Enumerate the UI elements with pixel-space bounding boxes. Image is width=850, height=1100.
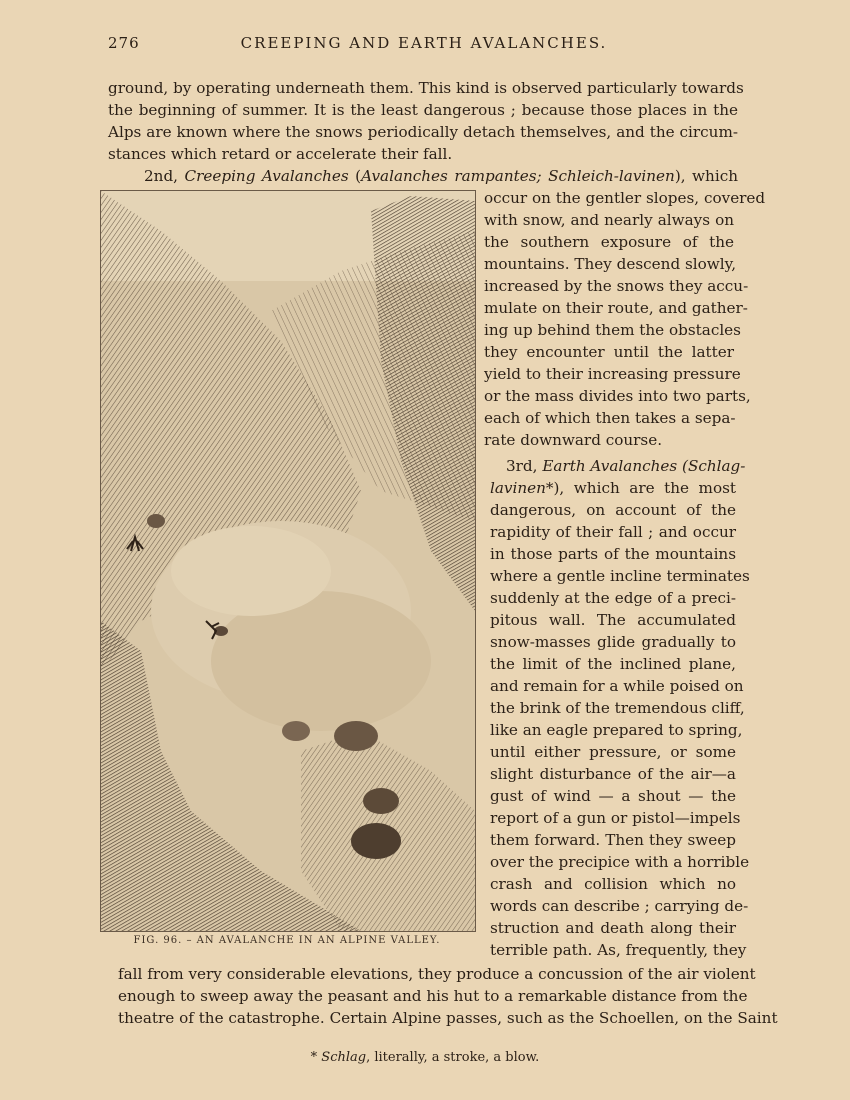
earth-line: gust of wind — a shout — the (490, 787, 736, 805)
earth-heading-line2 (490, 477, 736, 499)
earth-line: struction and death along their (490, 919, 736, 937)
earth-line: where a gentle incline terminates (490, 567, 750, 585)
earth-line: the brink of the tremendous cliff, (490, 699, 745, 717)
footnote-term: Schlag (321, 1050, 367, 1065)
figure-caption: FIG. 96. – AN AVALANCHE IN AN ALPINE VALLEY. (133, 935, 441, 946)
creeping-line: with snow, and nearly always on (484, 211, 734, 229)
intro-line: Alps are known where the snows periodically detach themselves, and the circum- (108, 123, 738, 141)
earth-line: terrible path. As, frequently, they (490, 941, 747, 959)
closing-line: enough to sweep away the peasant and his hut to a remarkable distance from the (118, 987, 748, 1005)
earth-line: dangerous, on account of the (490, 501, 736, 519)
creeping-line: ing up behind them the obstacles (484, 321, 741, 339)
creeping-term: Creeping Avalanches (184, 167, 349, 185)
earth-line: over the precipice with a horrible (490, 853, 750, 871)
earth-line: suddenly at the edge of a preci- (490, 589, 736, 607)
creeping-line: mulate on their route, and gather- (484, 299, 748, 317)
earth-rest: ), which are the most (553, 479, 736, 497)
creeping-line: the southern exposure of the (484, 233, 734, 251)
earth-term: Earth Avalanches (542, 457, 678, 475)
avalanche-engraving-illustration (101, 191, 475, 931)
creeping-line: yield to their increasing pressure (484, 365, 741, 383)
intro-line: stances which retard or accelerate their fall. (108, 145, 453, 163)
creeping-alt-names: Avalanches rampantes; Schleich-lavinen (361, 167, 675, 185)
earth-line: and remain for a while poised on (490, 677, 744, 695)
earth-line: until either pressure, or some (490, 743, 736, 761)
creeping-line: mountains. They descend slowly, (484, 255, 737, 273)
creeping-line: they encounter until the latter (484, 343, 734, 361)
earth-prefix: 3rd, (506, 457, 543, 475)
creeping-line: rate downward course. (484, 431, 663, 449)
earth-line: crash and collision which no (490, 875, 736, 893)
creeping-line: or the mass divides into two parts, (484, 387, 751, 405)
earth-line: snow-masses glide gradually to (490, 633, 736, 651)
earth-line: pitous wall. The accumulated (490, 611, 736, 629)
avalanche-engraving (100, 190, 476, 932)
running-head: CREEPING AND EARTH AVALANCHES. (240, 34, 608, 52)
creeping-close: ), which (674, 167, 738, 185)
footnote (0, 1050, 850, 1065)
earth-line: like an eagle prepared to spring, (490, 721, 743, 739)
creeping-heading (144, 165, 738, 187)
page-number: 276 (108, 34, 140, 52)
earth-line: slight disturbance of the air—a (490, 765, 736, 783)
creeping-line: increased by the snows they accu- (484, 277, 749, 295)
closing-line: theatre of the catastrophe. Certain Alpine passes, such as the Schoellen, on the Saint (118, 1009, 778, 1027)
page-header (108, 34, 740, 60)
earth-alt-start: (Schlag- (682, 457, 746, 475)
earth-alt-end: lavinen* (490, 479, 554, 497)
closing-line: fall from very considerable elevations, they produce a concussion of the air violent (118, 965, 756, 983)
creeping-line: occur on the gentler slopes, covered (484, 189, 766, 207)
intro-line: the beginning of summer. It is the least dangerous ; because those places in the (108, 101, 738, 119)
earth-line: the limit of the inclined plane, (490, 655, 736, 673)
earth-line: report of a gun or pistol—impels (490, 809, 741, 827)
earth-line: them forward. Then they sweep (490, 831, 736, 849)
earth-line: rapidity of their fall ; and occur (490, 523, 736, 541)
footnote-text: , literally, a stroke, a blow. (366, 1050, 540, 1065)
creeping-open: ( (348, 167, 362, 185)
earth-line: words can describe ; carrying de- (490, 897, 749, 915)
earth-heading (506, 455, 746, 477)
footnote-mark: * (310, 1050, 322, 1065)
intro-line: ground, by operating underneath them. This kind is observed particularly towards (108, 79, 744, 97)
creeping-line: each of which then takes a sepa- (484, 409, 736, 427)
creeping-prefix: 2nd, (144, 167, 185, 185)
earth-line: in those parts of the mountains (490, 545, 736, 563)
